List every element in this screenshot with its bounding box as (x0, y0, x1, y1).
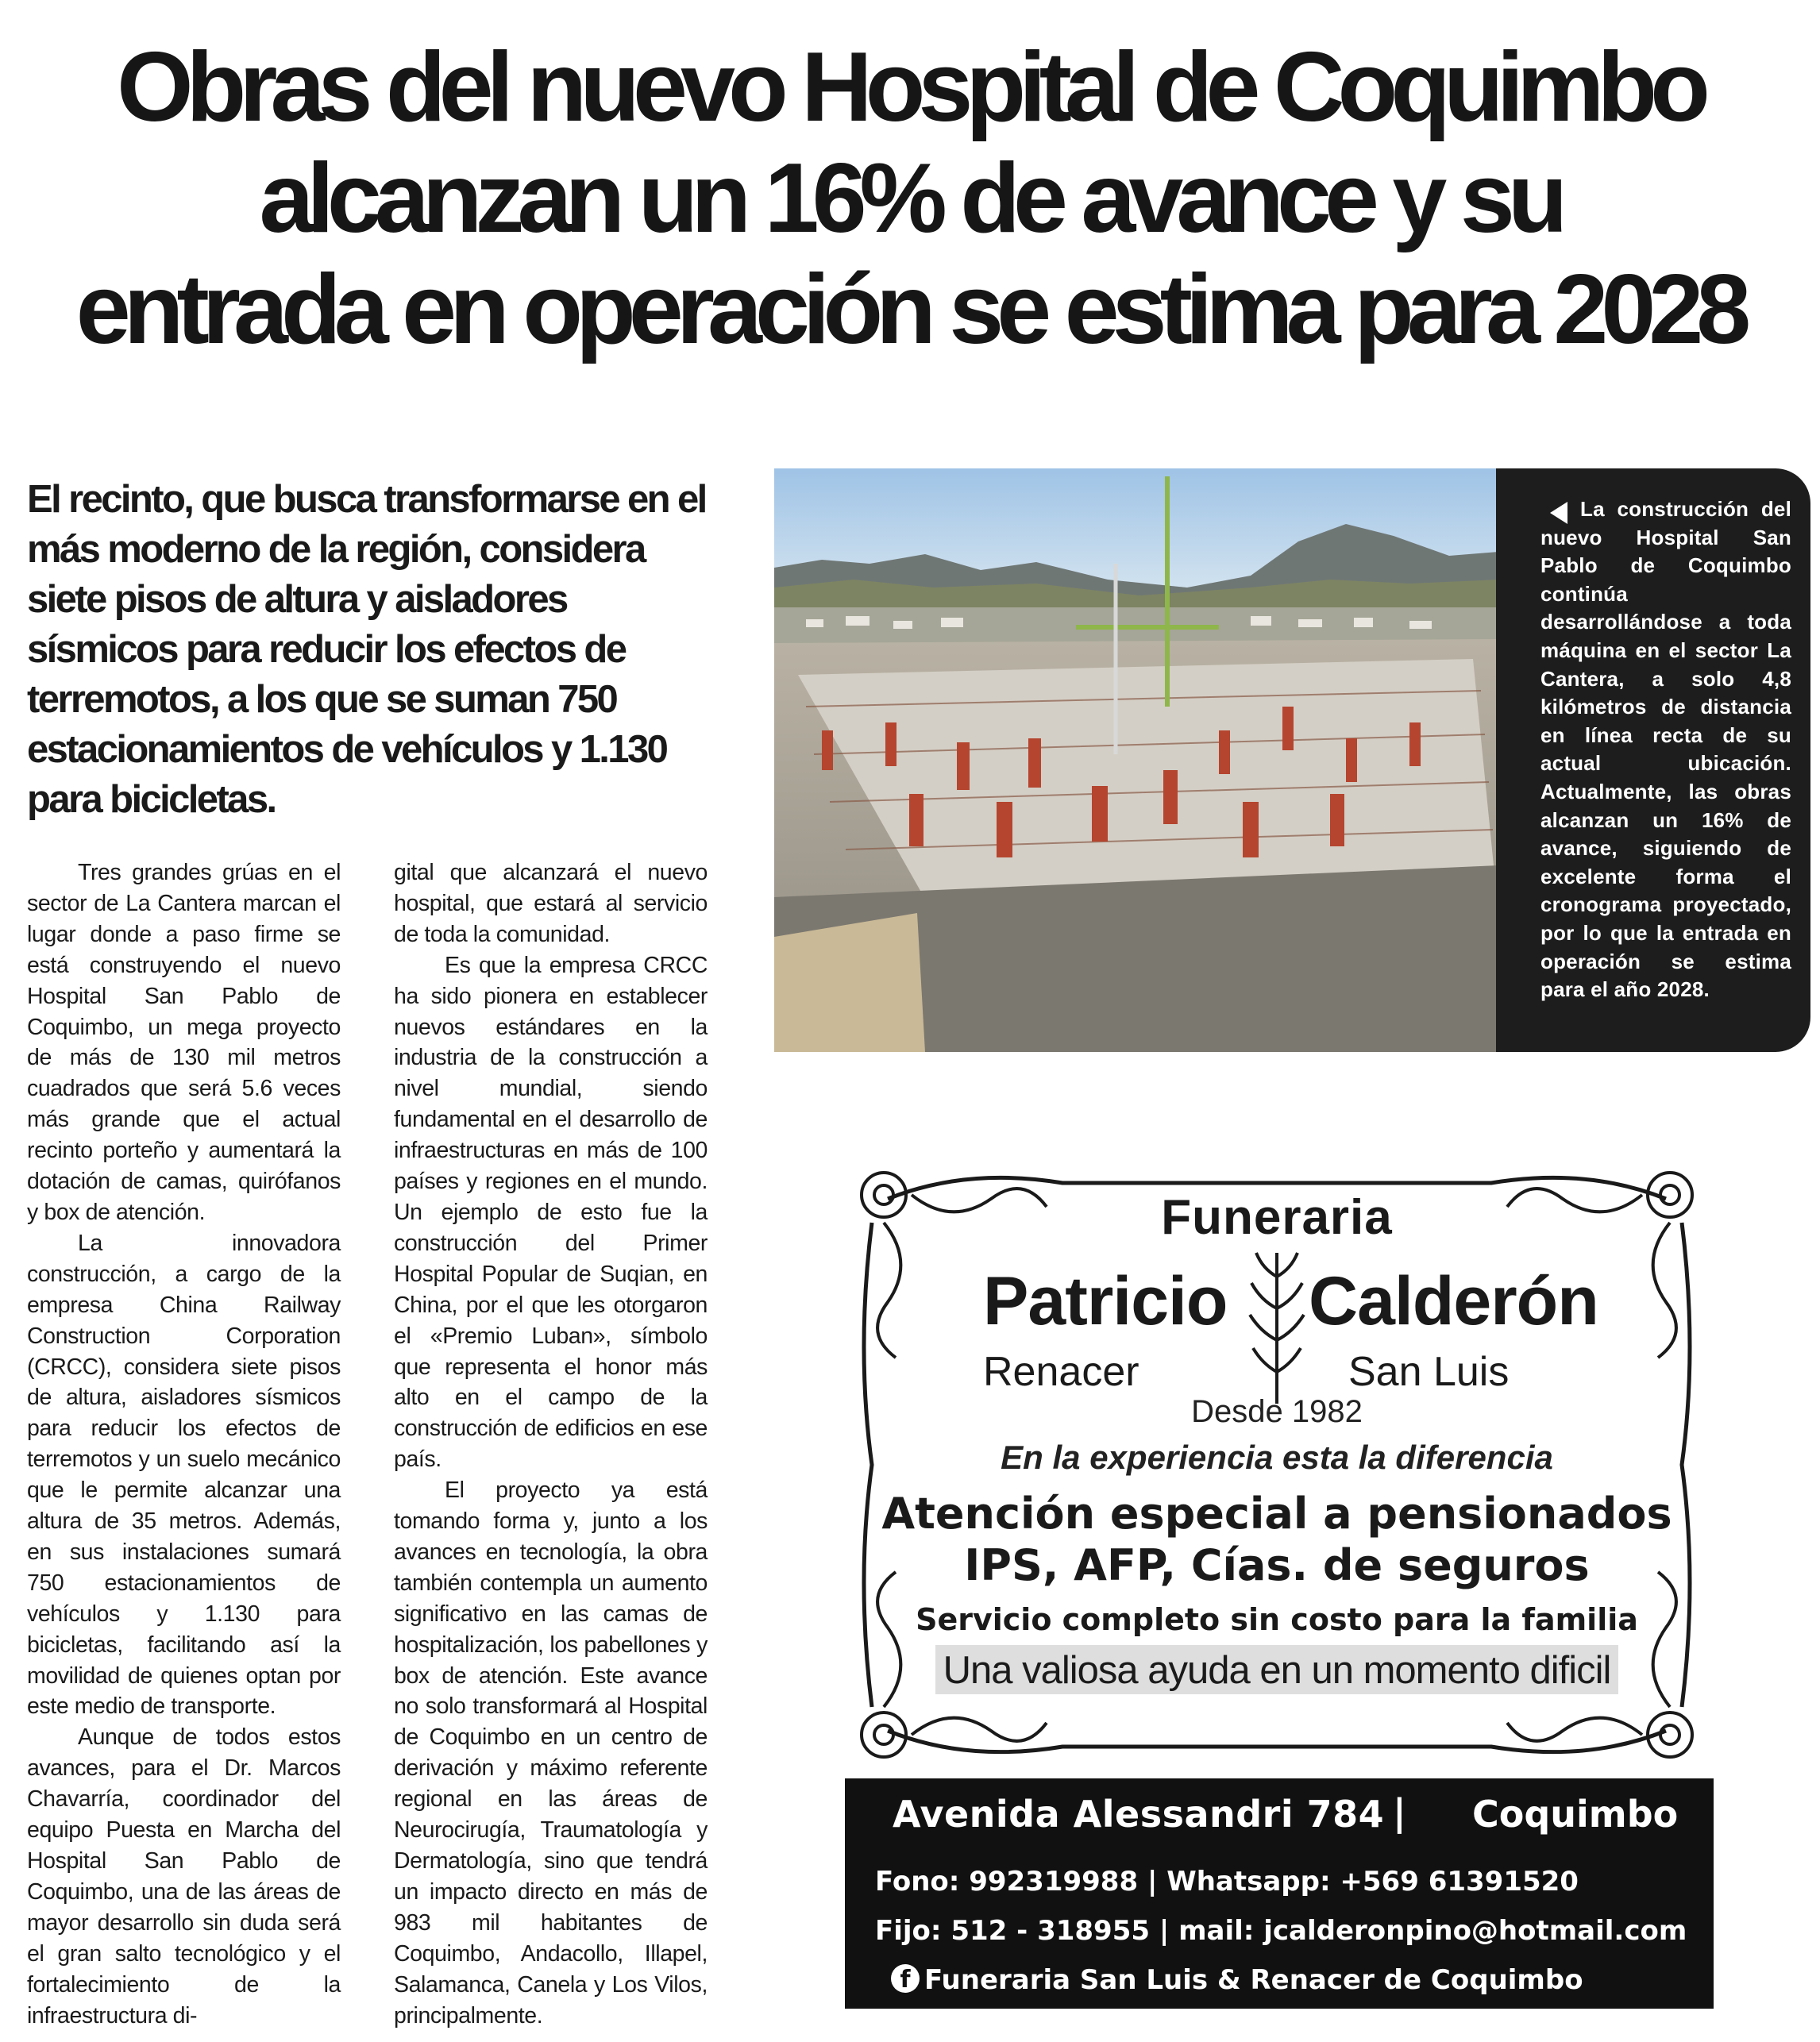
ad-contact-footer (845, 1778, 1714, 2009)
article-paragraph: Aunque de todos estos avances, para el Dr. Marcos Chavarría, coordinador del equipo Puesta en Marcha del Hospital San Pablo de Coquimbo, una de las áreas de mayor desarrollo sin duda será el gran salto tecnológico y el fortalecimiento de la infraestructura di- (27, 1724, 341, 2029)
ad-pensioners: Atención especial a pensionados (881, 1489, 1672, 1539)
ad-title: Funeraria (1161, 1190, 1393, 1245)
ad-address: Avenida Alessandri 784 (893, 1793, 1385, 1836)
ad-city: Coquimbo (1472, 1793, 1679, 1836)
facebook-icon: f (891, 1964, 920, 1993)
ad-separator: | (1393, 1791, 1406, 1834)
ad-name-last: Calderón (1309, 1263, 1598, 1339)
ad-since: Desde 1982 (1191, 1394, 1363, 1429)
ad-name-first: Patricio (983, 1263, 1228, 1339)
photo-caption: La construcción del nuevo Hospital San Pablo de Coquimbo continúa desarrollándose a toda máquina en el sector La Cantera, a solo 4,8 kilómetros de distancia en línea recta de su actual ubicación. Actualmente, las obras alcanzan un 16% de avance, siguiendo de excelente forma el cronograma proyectado, por lo que la entrada en operación se estima para el año 2028. (1540, 497, 1791, 1002)
article-column-2 (394, 857, 708, 2029)
ad-phone-whatsapp: Fono: 992319988 | Whatsapp: +569 61391520 (875, 1866, 1579, 1898)
article-paragraph: La innovadora construcción, a cargo de la empresa China Railway Construction Corporation (CRCC), considera siete pisos de altura, aisladores sísmicos para reducir los efectos de terremotos y un suelo mecánico que le permite alcanzar una altura de 35 metros. Además, en sus instalaciones sumará 750 estacionamientos de vehículos y 1.130 para bicicletas, facilitando así la movilidad de quienes optan por este medio de transporte. (27, 1230, 341, 1720)
article-paragraph: Tres grandes grúas en el sector de La Cantera marcan el lugar donde a paso firme se está construyendo el nuevo Hospital San Pablo de Coquimbo, un mega proyecto de más de 130 mil metros cuadrados que será 5.6 veces más grande que el actual recinto porteño y aumentará la dotación de camas, quirófanos y box de atención. (27, 860, 341, 1225)
lead-paragraph: El recinto, que busca transformarse en el más moderno de la región, considera siete pisos de altura y aisladores sísmicos para reducir los efectos de terremotos, a los que se suman 750 estacionamientos de vehículos y 1.130 para bicicletas. (27, 478, 706, 821)
headline-line-1: Obras del nuevo Hospital de Coquimbo (117, 33, 1703, 142)
article-paragraph: El proyecto ya está tomando forma y, junto a los avances en tecnología, la obra también contempla un aumento significativo en las camas de hospitalización, los pabellones y box de atención. Este avance no solo transformará al Hospital de Coquimbo en un centro de derivación y máximo referente regional en las áreas de Neurocirugía, Traumatología y Dermatología, sino que tendrá un impacto directo en más de 983 mil habitantes de Coquimbo, Andacollo, Illapel, Salamanca, Canela y Los Vilos, principalmente. (394, 1478, 708, 2029)
construction-site-illustration (774, 468, 1498, 1052)
funeral-home-advertisement (840, 1151, 1714, 2009)
ad-sub-left: Renacer (983, 1349, 1139, 1395)
photo-caption-box (1496, 468, 1810, 1052)
article-column-1 (27, 857, 341, 2029)
ad-insurers: IPS, AFP, Cías. de seguros (964, 1540, 1590, 1590)
construction-site-photo (774, 468, 1498, 1052)
access-road (774, 913, 925, 1052)
ad-help-text: Una valiosa ayuda en un momento dificil (943, 1649, 1611, 1692)
article-paragraph-continued: gital que alcanzará el nuevo hospital, que estará al servicio de toda la comunidad. (394, 860, 708, 947)
ad-facebook: Funeraria San Luis & Renacer de Coquimbo (924, 1964, 1583, 1996)
wheat-icon (1247, 1245, 1307, 1404)
ad-landline-email: Fijo: 512 - 318955 | mail: jcalderonpino@hotmail.com (875, 1915, 1687, 1947)
headline-line-2: alcanzan un 16% de avance y su (259, 144, 1561, 253)
headline-line-3: entrada en operación se estima para 2028 (75, 255, 1745, 364)
headline (32, 32, 1788, 365)
ad-service: Servicio completo sin costo para la familia (916, 1602, 1638, 1637)
article-paragraph: Es que la empresa CRCC ha sido pionera en establecer nuevos estándares en la industria de la construcción a nivel mundial, siendo fundamental en el desarrollo de infraestructuras en más de 100 países y regiones en el mundo. Un ejemplo de esto fue la construcción del Primer Hospital Popular de Suqian, en China, por el que les otorgaron el «Premio Luban», símbolo que representa el honor más alto en el campo de la construcción de edificios en ese país. (394, 952, 708, 1473)
ad-slogan: En la experiencia esta la diferencia (1001, 1439, 1553, 1476)
ad-sub-right: San Luis (1348, 1349, 1510, 1395)
